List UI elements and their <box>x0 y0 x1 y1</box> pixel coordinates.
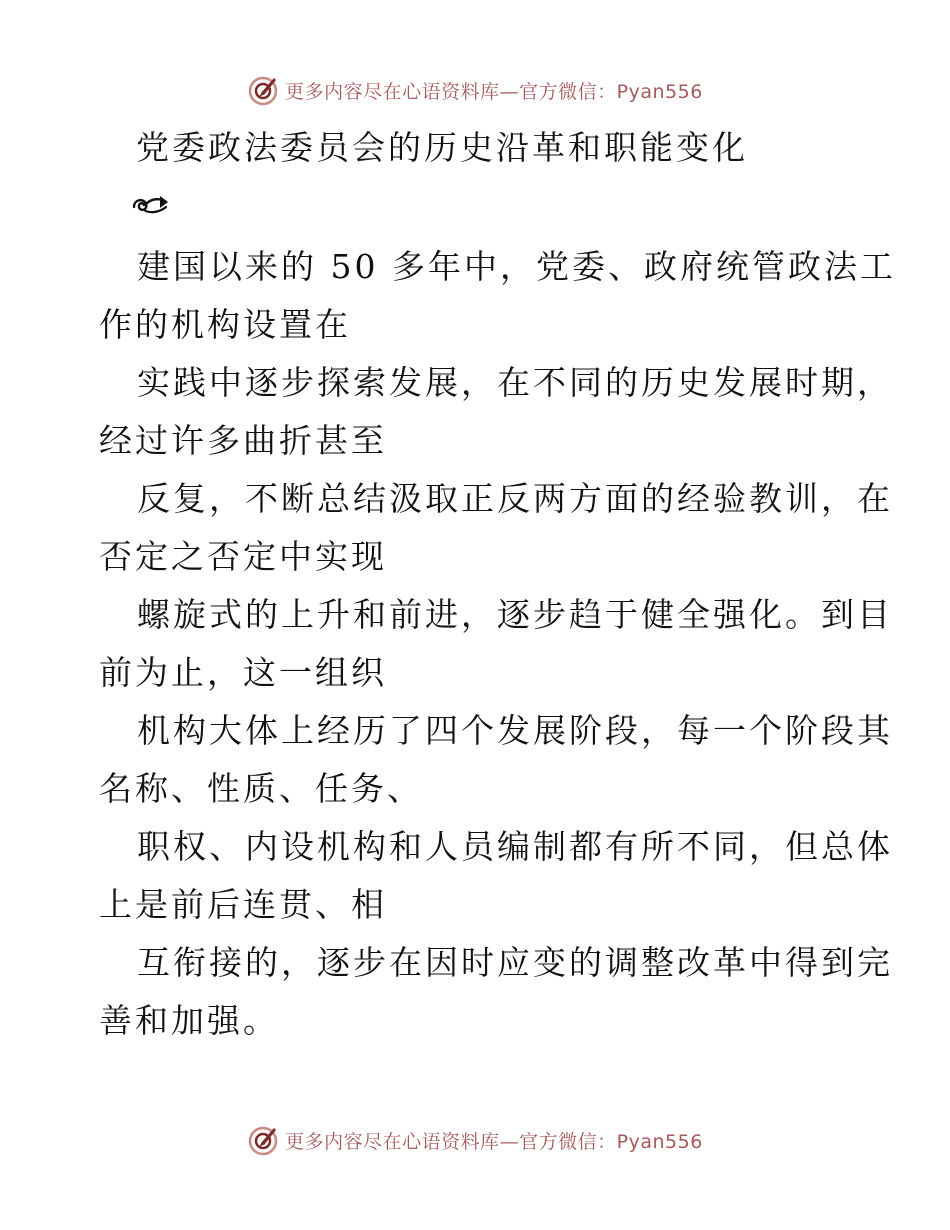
banner-wechat-id: Pyan556 <box>616 80 703 103</box>
paragraph-line: 前为止，这一组织 <box>99 653 387 692</box>
paragraph-line: 名称、性质、任务、 <box>99 769 423 808</box>
document-title: 党委政法委员会的历史沿革和职能变化 <box>136 128 748 167</box>
paragraph-line: 否定之否定中实现 <box>99 537 387 576</box>
paragraph-line: 机构大体上经历了四个发展阶段，每一个阶段其 <box>137 711 893 750</box>
footer-banner <box>0 1120 950 1160</box>
quill-logo-icon <box>247 74 279 106</box>
header-banner <box>0 70 950 110</box>
fleuron-ornament-icon <box>130 190 172 220</box>
banner-main-text: 更多内容尽在心语资料库—官方微信： <box>285 1130 617 1153</box>
banner-main-text: 更多内容尽在心语资料库—官方微信： <box>285 80 617 103</box>
banner-text <box>285 1127 703 1154</box>
paragraph-line: 职权、内设机构和人员编制都有所不同，但总体 <box>137 827 893 866</box>
banner-wechat-id: Pyan556 <box>616 1130 703 1153</box>
banner-text <box>285 77 703 104</box>
paragraph-line: 作的机构设置在 <box>99 305 351 344</box>
paragraph-line: 螺旋式的上升和前进，逐步趋于健全强化。到目 <box>137 595 893 634</box>
document-body <box>99 238 896 1050</box>
paragraph-line: 互衔接的，逐步在因时应变的调整改革中得到完 <box>137 943 893 982</box>
paragraph-line: 反复，不断总结汲取正反两方面的经验教训，在 <box>137 479 893 518</box>
paragraph-line: 建国以来的 50 多年中，党委、政府统管政法工 <box>137 247 896 286</box>
paragraph-line: 善和加强。 <box>99 1001 279 1040</box>
quill-logo-icon <box>247 1124 279 1156</box>
paragraph-line: 上是前后连贯、相 <box>99 885 387 924</box>
paragraph-line: 经过许多曲折甚至 <box>99 421 387 460</box>
paragraph-line: 实践中逐步探索发展，在不同的历史发展时期， <box>137 363 893 402</box>
